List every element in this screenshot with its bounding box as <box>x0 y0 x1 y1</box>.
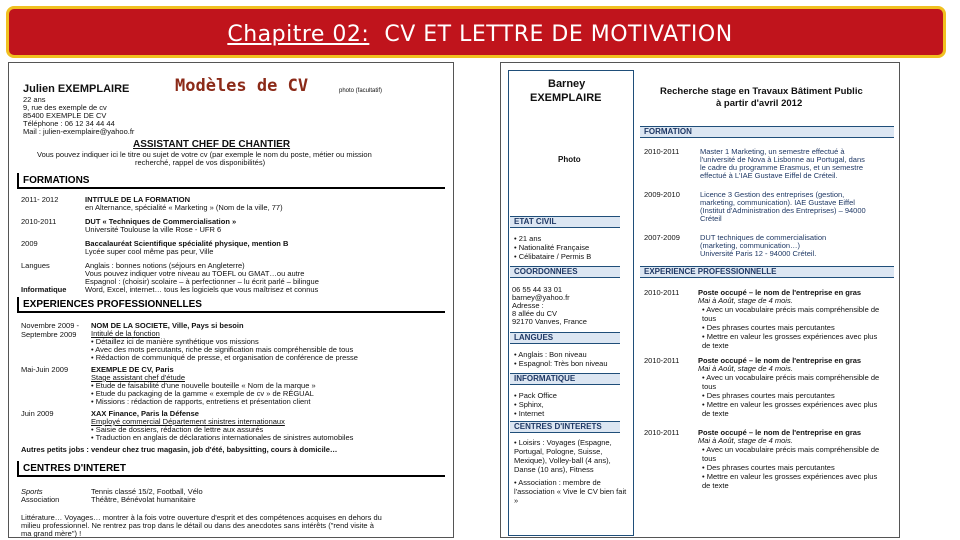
cv2-coord-item: barney@yahoo.fr <box>512 293 570 302</box>
cv2-formation-line: DUT techniques de commercialisation <box>700 233 827 242</box>
cv2-exp-sub: Mai à Août, stage de 4 mois. <box>698 436 793 445</box>
cv1-interet-label: Sports <box>21 487 43 496</box>
cv2-coord-item: Adresse : <box>512 301 544 310</box>
chapter-title <box>0 22 960 47</box>
cv1-interet-value: Théâtre, Bénévolat humanitaire <box>91 495 196 504</box>
cv2-formation-line: (marketing, communication…) <box>700 241 801 250</box>
cv1-formation-detail: Espagnol : (choisir) scolaire – à perfectionner – lu écrit parlé – bilingue <box>85 277 319 286</box>
cv2-exp-date: 2010-2011 <box>644 356 680 365</box>
cv1-job-desc: Vous pouvez indiquer ici le titre ou sujet de votre cv (par exemple le nom du poste, métier ou mission <box>37 150 372 159</box>
cv2-formation-line: Licence 3 Gestion des entreprises (gestion, <box>700 190 845 199</box>
cv2-exp-head: Poste occupé – le nom de l'entreprise en gras <box>698 428 862 437</box>
cv1-formation-detail: Vous pouvez indiquer votre niveau au TOEFL ou GMAT…ou autre <box>85 269 305 278</box>
cv2-coord-item: 8 allée du CV <box>512 309 558 318</box>
cv1-exp-role: Intitulé de la fonction <box>91 329 160 338</box>
cv2-etat-item: Nationalité Française <box>518 243 590 252</box>
cv1-formation-title: Baccalauréat Scientifique spécialité physique, mention B <box>85 239 289 248</box>
cv1-exp-bullet: Détaillez ici de manière synthétique vos missions <box>95 337 259 346</box>
cv1-formation-title: INTITULE DE LA FORMATION <box>85 195 190 204</box>
cv1-interet-value: Tennis classé 15/2, Football, Vélo <box>91 487 203 496</box>
cv1-footer-line: milieu professionnel. Ne rentrez pas trop dans le détail ou dans des anecdotes sans intérêts ("rend visite à <box>21 521 374 530</box>
cv1-exp-bullet: Traduction en anglais de déclarations internationales de sinistres automobiles <box>95 433 354 442</box>
cv2-langue-item: Anglais : Bon niveau <box>518 350 587 359</box>
cv2-formation-line: l'université de Nova à Lisbonne au Portugal, dans <box>700 155 865 164</box>
cv2-formation-date: 2007-2009 <box>644 233 680 242</box>
cv2-info-title: INFORMATIQUE <box>510 373 620 385</box>
cv2-etat-item: 21 ans <box>518 234 542 243</box>
cv1-job-desc: recherché, rappel de vos disponibilités) <box>135 158 266 167</box>
cv1-formation-title: Anglais : bonnes notions (séjours en Angleterre) <box>85 261 245 270</box>
cv2-exp-title: EXPERIENCE PROFESSIONNELLE <box>640 266 894 278</box>
cv2-etat-item: Célibataire / Permis B <box>518 252 592 261</box>
cv2-etat-title: ETAT CIVIL <box>510 216 620 228</box>
cv2-photo: Photo <box>558 155 581 164</box>
cv2-exp-sub: Mai à Août, stage de 4 mois. <box>698 296 793 305</box>
cv2-coord-item: 06 55 44 33 01 <box>512 285 563 294</box>
cv1-exp-bullet: Etude de faisabilité d'une nouvelle bouteille « Nom de la marque » <box>95 381 316 390</box>
cv1-exp-bullet: Etude du packaging de la gamme « exemple de cv » de RÉGUAL <box>95 389 314 398</box>
cv2-exp-bullet: Avec un vocabulaire précis mais compréhensible de tous <box>702 373 880 391</box>
section-subtitle: Modèles de CV <box>175 76 309 96</box>
cv2-formation-line: (Institut d'Administration des Entreprises) – 94000 <box>700 206 866 215</box>
cv1-name: Julien EXEMPLAIRE <box>23 83 130 95</box>
cv2-exp-date: 2010-2011 <box>644 428 680 437</box>
cv1-footer-line: Littérature… Voyages… montrer à la fois votre ouverture d'esprit et des compétences acquises en dehors du <box>21 513 382 522</box>
cv2-formation-line: le cadre du programme Erasmus, et un semestre <box>700 163 863 172</box>
cv2-exp-sub: Mai à Août, stage de 4 mois. <box>698 364 793 373</box>
cv2-interet-item: Loisirs : Voyages (Espagne, Portugal, Pologne, Suisse, Mexique), Volley-ball (4 ans), Danse (10 ans), Fitness <box>514 438 612 474</box>
cv2-interet-item: Association : membre de l'association « Vive le CV bien fait » <box>514 478 627 505</box>
cv2-formation-date: 2010-2011 <box>644 147 680 156</box>
cv1-exp-company: EXEMPLE DE CV, Paris <box>91 365 174 374</box>
cv2-exp-bullet: Des phrases courtes mais percutantes <box>706 323 835 332</box>
cv2-formation-line: effectué à L'IAE Gustave Eiffel de Créteil. <box>700 171 838 180</box>
cv2-exp-bullet: Des phrases courtes mais percutantes <box>706 391 835 400</box>
cv-example-julien: Julien EXEMPLAIRE photo (facultatif) 22 ans 9, rue des exemple de cv 85400 EXEMPLE DE CV Téléphone : 06 12 34 44 44 Mail : julien-exemplaire@yahoo.fr ASSISTANT CHEF DE CHANTIER Vous pouvez indiquer ici le titre ou sujet de votre cv (par exemple le nom du poste, métier ou mission recherché, rappel de vos disponibilités) FORMATIONS 2011- 2012 INTITULE DE LA FORMATION en Alternance, spécialité « Marketing » (Nom de la ville, 77) 2010-2011 DUT « Techniques de Commercialisation » Université Toulouse la ville Rose - UFR 6 2009 Baccalauréat Scientifique spécialité physique, mention B Lycée super cool même pas peur, Ville Langues Anglais : bonnes notions (séjours en Angleterre) Vous pouvez indiquer votre niveau au TOEFL ou GMAT…ou autre Espagnol : (choisir) scolaire – à perfectionner – lu écrit parlé – bilingue Informatique Word, Excel, internet… tous les logiciels que vous maîtrisez et connus EXPERIENCES PROFESSIONNELLES Novembre 2009 - Septembre 2009 NOM DE LA SOCIETE, Ville, Pays si besoin Intitulé de la fonction • Détaillez ici de manière synthétique vos missions • Avec des mots percutants, riche de signification mais compréhensible de tous • Rédaction de communiqué de presse, et organisation de conférence de presse Mai-Juin 2009 EXEMPLE DE CV, Paris Stage assistant chef d'étude • Etude de faisabilité d'une nouvelle bouteille « Nom de la marque » • Etude du packaging de la gamme « exemple de cv » de RÉGUAL • Missions : rédaction de rapports, entretiens et présentation client Juin 2009 XAX Finance, Paris la Défense Employé commercial Département sinistres internationaux • Saisie de dossiers, rédaction de lettre aux assurés • Traduction en anglais de déclarations internationales de sinistres automobiles Autres petits jobs : vendeur chez truc magasin, job d'été, babysitting, cours à domicile… CENTRES D'INTERET Sports Tennis classé 15/2, Football, Vélo Association Théâtre, Bénévolat humanitaire Littérature… Voyages… montrer à la fois votre ouverture d'esprit et des compétences acquises en dehors du milieu professionnel. Ne rentrez pas trop dans le détail ou dans des anecdotes sans intérêts ("rend visite à ma grand mère") ! <box>8 62 454 538</box>
cv2-last-name: EXEMPLAIRE <box>530 92 602 104</box>
cv1-exp-bullet: Saisie de dossiers, rédaction de lettre aux assurés <box>95 425 264 434</box>
cv1-footer-line: ma grand mère") ! <box>21 529 82 538</box>
cv1-exp-company: NOM DE LA SOCIETE, Ville, Pays si besoin <box>91 321 244 330</box>
cv2-formation-line: marketing, communication). IAE Gustave Eiffel <box>700 198 855 207</box>
cv2-exp-bullet: Avec un vocabulaire précis mais compréhensible de tous <box>702 305 880 323</box>
cv1-formation-date: 2009 <box>21 239 38 248</box>
cv1-formation-detail: Lycée super cool même pas peur, Ville <box>85 247 214 256</box>
cv1-exp-bullet: Avec des mots percutants, riche de signification mais compréhensible de tous <box>95 345 354 354</box>
cv1-interet-label: Association <box>21 495 60 504</box>
cv1-exp-date: Mai-Juin 2009 <box>21 365 69 374</box>
cv1-contact-line: 85400 EXEMPLE DE CV <box>23 111 107 120</box>
cv2-headline: Recherche stage en Travaux Bâtiment Public <box>660 86 863 97</box>
cv1-contact-line: Mail : julien-exemplaire@yahoo.fr <box>23 127 135 136</box>
cv1-interets-title: CENTRES D'INTERET <box>23 463 126 474</box>
cv1-petits-jobs: Autres petits jobs : vendeur chez truc magasin, job d'été, babysitting, cours à domicile… <box>21 445 338 454</box>
cv2-langues-title: LANGUES <box>510 332 620 344</box>
cv2-info-item: Internet <box>518 409 545 418</box>
cv2-headline: à partir d'avril 2012 <box>716 98 803 109</box>
cv1-formation-date: Langues <box>21 261 50 270</box>
cv1-contact-line: Téléphone : 06 12 34 44 44 <box>23 119 115 128</box>
cv2-exp-bullet: Avec un vocabulaire précis mais compréhensible de tous <box>702 445 880 463</box>
cv2-langue-item: Espagnol: Très bon niveau <box>518 359 608 368</box>
cv1-exp-role: Stage assistant chef d'étude <box>91 373 185 382</box>
cv2-info-item: Sphinx, <box>518 400 544 409</box>
cv1-experiences-title: EXPERIENCES PROFESSIONNELLES <box>23 299 202 310</box>
cv2-exp-head: Poste occupé – le nom de l'entreprise en gras <box>698 288 862 297</box>
cv1-exp-bullet: Rédaction de communiqué de presse, et organisation de conférence de presse <box>95 353 358 362</box>
cv1-exp-date: Novembre 2009 - Septembre 2009 <box>21 321 79 339</box>
cv2-formation-line: Master 1 Marketing, un semestre effectué à <box>700 147 845 156</box>
cv1-exp-role: Employé commercial Département sinistres internationaux <box>91 417 285 426</box>
cv1-formation-date: 2011- 2012 <box>21 195 59 204</box>
cv2-interets-title: CENTRES D'INTERETS <box>510 421 620 433</box>
cv1-formation-date: 2010-2011 <box>21 217 57 226</box>
cv1-formations-title: FORMATIONS <box>23 175 90 186</box>
cv2-exp-bullet: Mettre en valeur les grosses expériences avec plus de texte <box>702 332 878 350</box>
cv1-formation-title: DUT « Techniques de Commercialisation » <box>85 217 237 226</box>
cv1-formation-detail: en Alternance, spécialité « Marketing » (Nom de la ville, 77) <box>85 203 283 212</box>
cv2-exp-bullet: Mettre en valeur les grosses expériences avec plus de texte <box>702 472 878 490</box>
cv2-coord-item: 92170 Vanves, France <box>512 317 587 326</box>
cv1-contact-line: 9, rue des exemple de cv <box>23 103 107 112</box>
cv2-formation-line: Créteil <box>700 214 722 223</box>
cv1-formation-detail: Université Toulouse la ville Rose - UFR 6 <box>85 225 222 234</box>
cv2-info-item: Pack Office <box>518 391 557 400</box>
cv1-job-title: ASSISTANT CHEF DE CHANTIER <box>133 139 291 150</box>
cv2-exp-bullet: Des phrases courtes mais percutantes <box>706 463 835 472</box>
cv2-formation-line: Université Paris 12 - 94000 Créteil. <box>700 249 817 258</box>
chapter-topic: CV ET LETTRE DE MOTIVATION <box>384 22 733 47</box>
cv1-photo-note: photo (facultatif) <box>339 88 383 94</box>
cv2-coord-title: COORDONNEES <box>510 266 620 278</box>
cv2-exp-head: Poste occupé – le nom de l'entreprise en gras <box>698 356 862 365</box>
cv1-exp-company: XAX Finance, Paris la Défense <box>91 409 199 418</box>
cv2-first-name: Barney <box>548 78 586 90</box>
cv1-formation-detail: Word, Excel, internet… tous les logiciels que vous maîtrisez et connus <box>85 285 319 294</box>
cv1-exp-bullet: Missions : rédaction de rapports, entretiens et présentation client <box>95 397 311 406</box>
cv2-exp-bullet: Mettre en valeur les grosses expériences avec plus de texte <box>702 400 878 418</box>
cv1-formation-date: Informatique <box>21 285 67 294</box>
cv2-exp-date: 2010-2011 <box>644 288 680 297</box>
chapter-label: Chapitre 02: <box>227 22 370 47</box>
cv1-exp-date: Juin 2009 <box>21 409 54 418</box>
cv2-formation-date: 2009-2010 <box>644 190 680 199</box>
cv1-contact-line: 22 ans <box>23 95 46 104</box>
cv2-formation-title: FORMATION <box>640 126 894 138</box>
